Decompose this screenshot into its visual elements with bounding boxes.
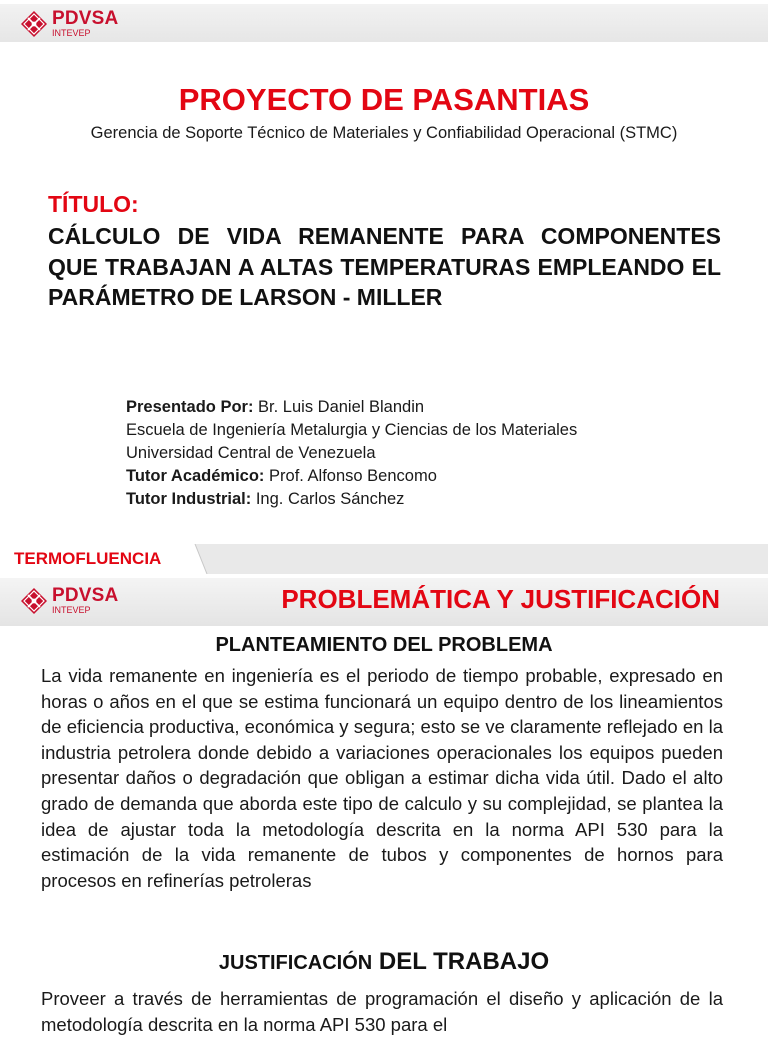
divider-label: TERMOFLUENCIA — [14, 549, 162, 568]
titulo-label: TÍTULO: — [48, 191, 139, 217]
brand-sub: INTEVEP — [52, 28, 91, 38]
brand-name: PDVSA — [52, 8, 119, 29]
brand — [52, 9, 118, 38]
slide1-logo — [20, 9, 118, 38]
university-line: Universidad Central de Venezuela — [126, 444, 376, 462]
slide2-title: PROBLEMÁTICA Y JUSTIFICACIÓN — [281, 584, 720, 614]
presented-by-value: Br. Luis Daniel Blandin — [253, 398, 425, 416]
industrial-tutor-label: Tutor Industrial: — [126, 490, 252, 508]
pdvsa-emblem-icon — [20, 10, 48, 38]
brand-name: PDVSA — [52, 585, 119, 606]
school-line: Escuela de Ingeniería Metalurgia y Ciencias de los Materiales — [126, 421, 578, 439]
academic-tutor-line — [126, 465, 577, 488]
academic-tutor-label: Tutor Académico: — [126, 467, 265, 485]
academic-tutor-value: Prof. Alfonso Bencomo — [264, 467, 437, 485]
justification-text: Proveer a través de herramientas de programación el diseño y aplicación de la metodología descrita en la norma API 530 para el — [41, 988, 723, 1035]
justification-heading-a: JUSTIFICACIÓN — [218, 952, 373, 974]
brand-sub: INTEVEP — [52, 605, 91, 615]
problem-text: La vida remanente en ingeniería es el periodo de tiempo probable, expresado en horas o años en el que se estima funcionará un equipo dentro de los lineamientos de eficiencia productiva, económica y segura; esto se ve claramente reflejado en la industria petrolera donde debido a variaciones operacionales los equipos pueden presentar daños o degradación que obligan a estimar dicha vida útil. Dado el alto grado de demanda que aborda este tipo de calculo y su complejidad, se plantea la idea de ajustar toda la metodología descrita en la norma API 530 para la estimación de la vida remanente de tubos y componentes de hornos para procesos en refinerías petroleras — [41, 665, 723, 891]
titulo-text: CÁLCULO DE VIDA REMANENTE PARA COMPONENTES QUE TRABAJAN A ALTAS TEMPERATURAS EMPLEANDO EL PARÁMETRO DE LARSON - MILLER — [48, 223, 721, 310]
presenter-block — [126, 396, 577, 511]
presented-by-line — [126, 396, 577, 419]
justification-heading — [0, 948, 768, 976]
slide1-title: PROYECTO DE PASANTIAS — [178, 82, 590, 117]
presented-by-label: Presentado Por: — [126, 398, 254, 416]
industrial-tutor-value: Ing. Carlos Sánchez — [251, 490, 405, 508]
problem-heading: PLANTEAMIENTO DEL PROBLEMA — [215, 634, 553, 656]
justification-heading-b: DEL TRABAJO — [372, 948, 550, 975]
pdvsa-emblem-icon — [20, 587, 48, 615]
industrial-tutor-line — [126, 488, 577, 511]
brand — [52, 586, 118, 615]
slide1-subtitle: Gerencia de Soporte Técnico de Materiales y Confiabilidad Operacional (STMC) — [90, 124, 678, 142]
slide2-logo — [20, 586, 118, 615]
